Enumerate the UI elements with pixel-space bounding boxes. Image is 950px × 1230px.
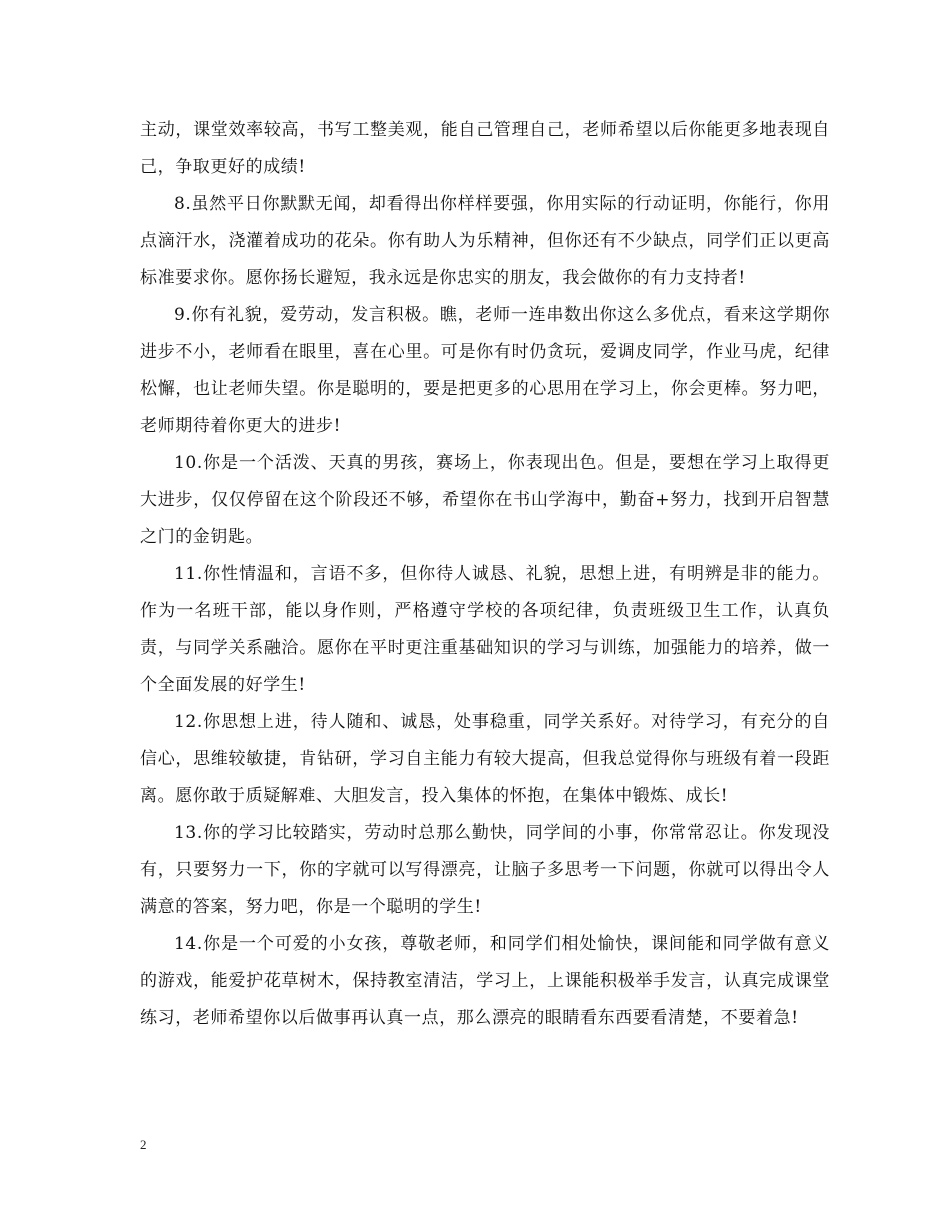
comment-item-11: 11.你性情温和，言语不多，但你待人诚恳、礼貌，思想上进，有明辨是非的能力。作为一名班干部，能以身作则，严格遵守学校的各项纪律，负责班级卫生工作，认真负责，与同学关系融洽。愿你在平时更注重基础知识的学习与训练，加强能力的培养，做一个全面发展的好学生! bbox=[140, 564, 830, 695]
page-number: 2 bbox=[140, 1137, 147, 1152]
comment-item-12: 12.你思想上进，待人随和、诚恳，处事稳重，同学关系好。对待学习，有充分的自信心，思维较敏捷，肯钻研，学习自主能力有较大提高，但我总觉得你与班级有着一段距离。愿你敢于质疑解难、大胆发言，投入集体的怀抱，在集体中锻炼、成长! bbox=[140, 712, 830, 806]
comment-item-10: 10.你是一个活泼、天真的男孩，赛场上，你表现出色。但是，要想在学习上取得更大进步，仅仅停留在这个阶段还不够，希望你在书山学海中，勤奋+努力，找到开启智慧之门的金钥匙。 bbox=[140, 453, 830, 547]
comment-item-14: 14.你是一个可爱的小女孩，尊敬老师，和同学们相处愉快，课间能和同学做有意义的游戏，能爱护花草树木，保持教室清洁，学习上，上课能积极举手发言，认真完成课堂练习，老师希望你以后做事再认真一点，那么漂亮的眼睛看东西要看清楚，不要着急! bbox=[140, 934, 830, 1028]
paragraph-continued: 主动，课堂效率较高，书写工整美观，能自己管理自己，老师希望以后你能更多地表现自己，争取更好的成绩! bbox=[140, 120, 830, 177]
comment-item-8: 8.虽然平日你默默无闻，却看得出你样样要强，你用实际的行动证明，你能行，你用点滴汗水，浇灌着成功的花朵。你有助人为乐精神，但你还有不少缺点，同学们正以更高标准要求你。愿你扬长避短，我永远是你忠实的朋友，我会做你的有力支持者! bbox=[140, 194, 830, 288]
comment-item-13: 13.你的学习比较踏实，劳动时总那么勤快，同学间的小事，你常常忍让。你发现没有，只要努力一下，你的字就可以写得漂亮，让脑子多思考一下问题，你就可以得出令人满意的答案，努力吧，你是一个聪明的学生! bbox=[140, 823, 830, 917]
comment-item-9: 9.你有礼貌，爱劳动，发言积极。瞧，老师一连串数出你这么多优点，看来这学期你进步不小，老师看在眼里，喜在心里。可是你有时仍贪玩，爱调皮同学，作业马虎，纪律松懈，也让老师失望。你是聪明的，要是把更多的心思用在学习上，你会更棒。努力吧，老师期待着你更大的进步! bbox=[140, 305, 830, 436]
document-body bbox=[140, 112, 830, 1037]
